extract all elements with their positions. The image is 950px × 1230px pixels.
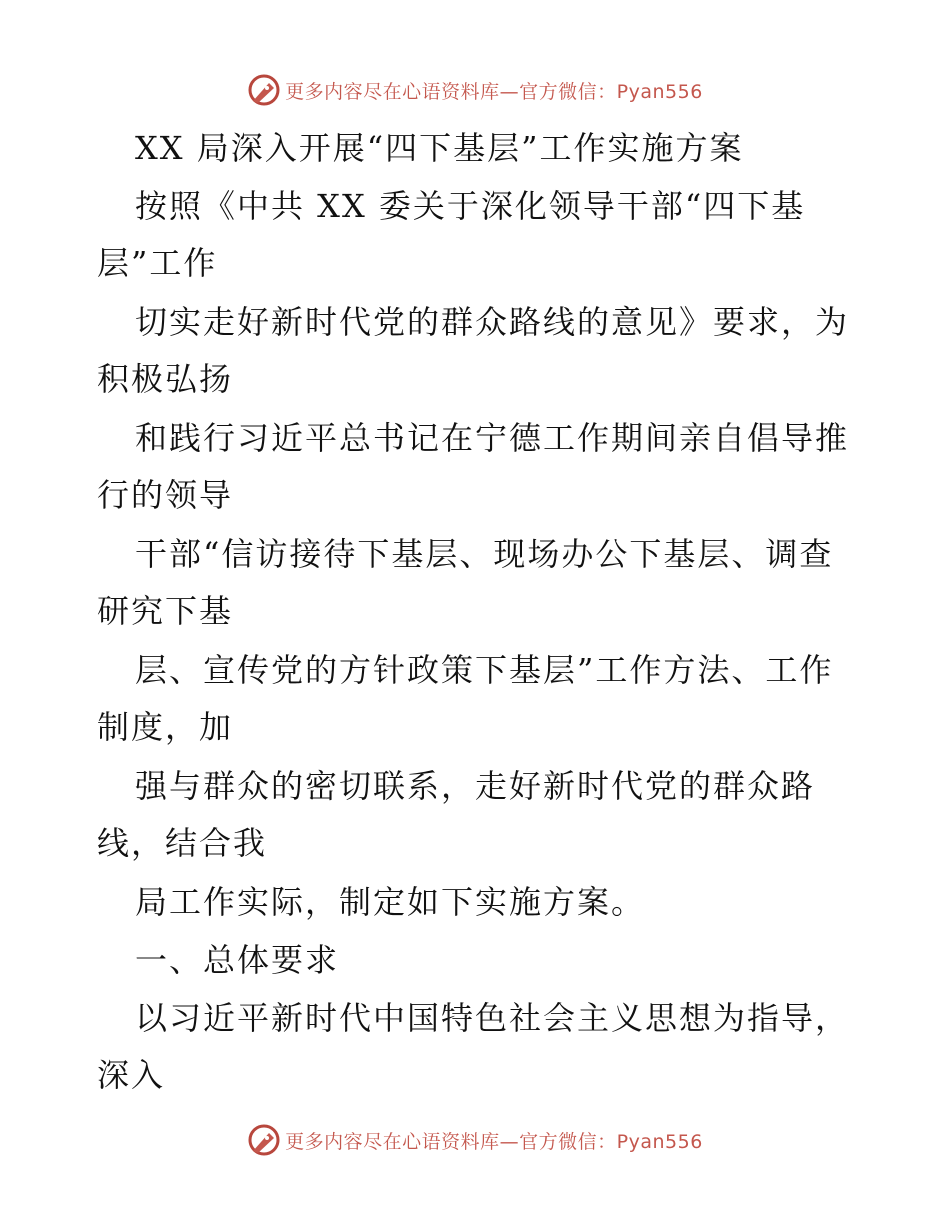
paragraph-line: 以习近平新时代中国特色社会主义思想为指导， [135,999,850,1037]
pen-nib-logo-icon [247,1123,281,1157]
paragraph-line: 积极弘扬 [97,360,234,398]
paragraph-line: 按照《中共 XX 委关于深化领导干部“四下基 [135,187,806,225]
paragraph-line: 行的领导 [97,476,234,514]
paragraph-line: 深入 [97,1056,166,1094]
paragraph-line: 切实走好新时代党的群众路线的意见》要求，为 [135,303,850,341]
paragraph-line: 和践行习近平总书记在宁德工作期间亲自倡导推 [135,419,850,457]
paragraph-line: 层、宣传党的方针政策下基层”工作方法、工作 [135,651,834,689]
paragraph-line: 局工作实际，制定如下实施方案。 [135,883,646,921]
pen-nib-logo-icon [247,73,281,107]
footer-banner [0,1120,950,1160]
paragraph-line: 强与群众的密切联系，走好新时代党的群众路 [135,767,816,805]
paragraph-line: 制度，加 [97,708,234,746]
header-banner [0,70,950,110]
paragraph-line: 层”工作 [97,244,218,282]
paragraph-line: 研究下基 [97,592,234,630]
document-title: XX 局深入开展“四下基层”工作实施方案 [135,129,744,167]
paragraph-line: 线，结合我 [97,824,268,862]
paragraph-line: 干部“信访接待下基层、现场办公下基层、调查 [135,535,834,573]
section-heading: 一、总体要求 [135,941,340,979]
header-banner-text: 更多内容尽在心语资料库—官方微信：Pyan556 [285,80,703,103]
footer-banner-text: 更多内容尽在心语资料库—官方微信：Pyan556 [285,1130,703,1153]
